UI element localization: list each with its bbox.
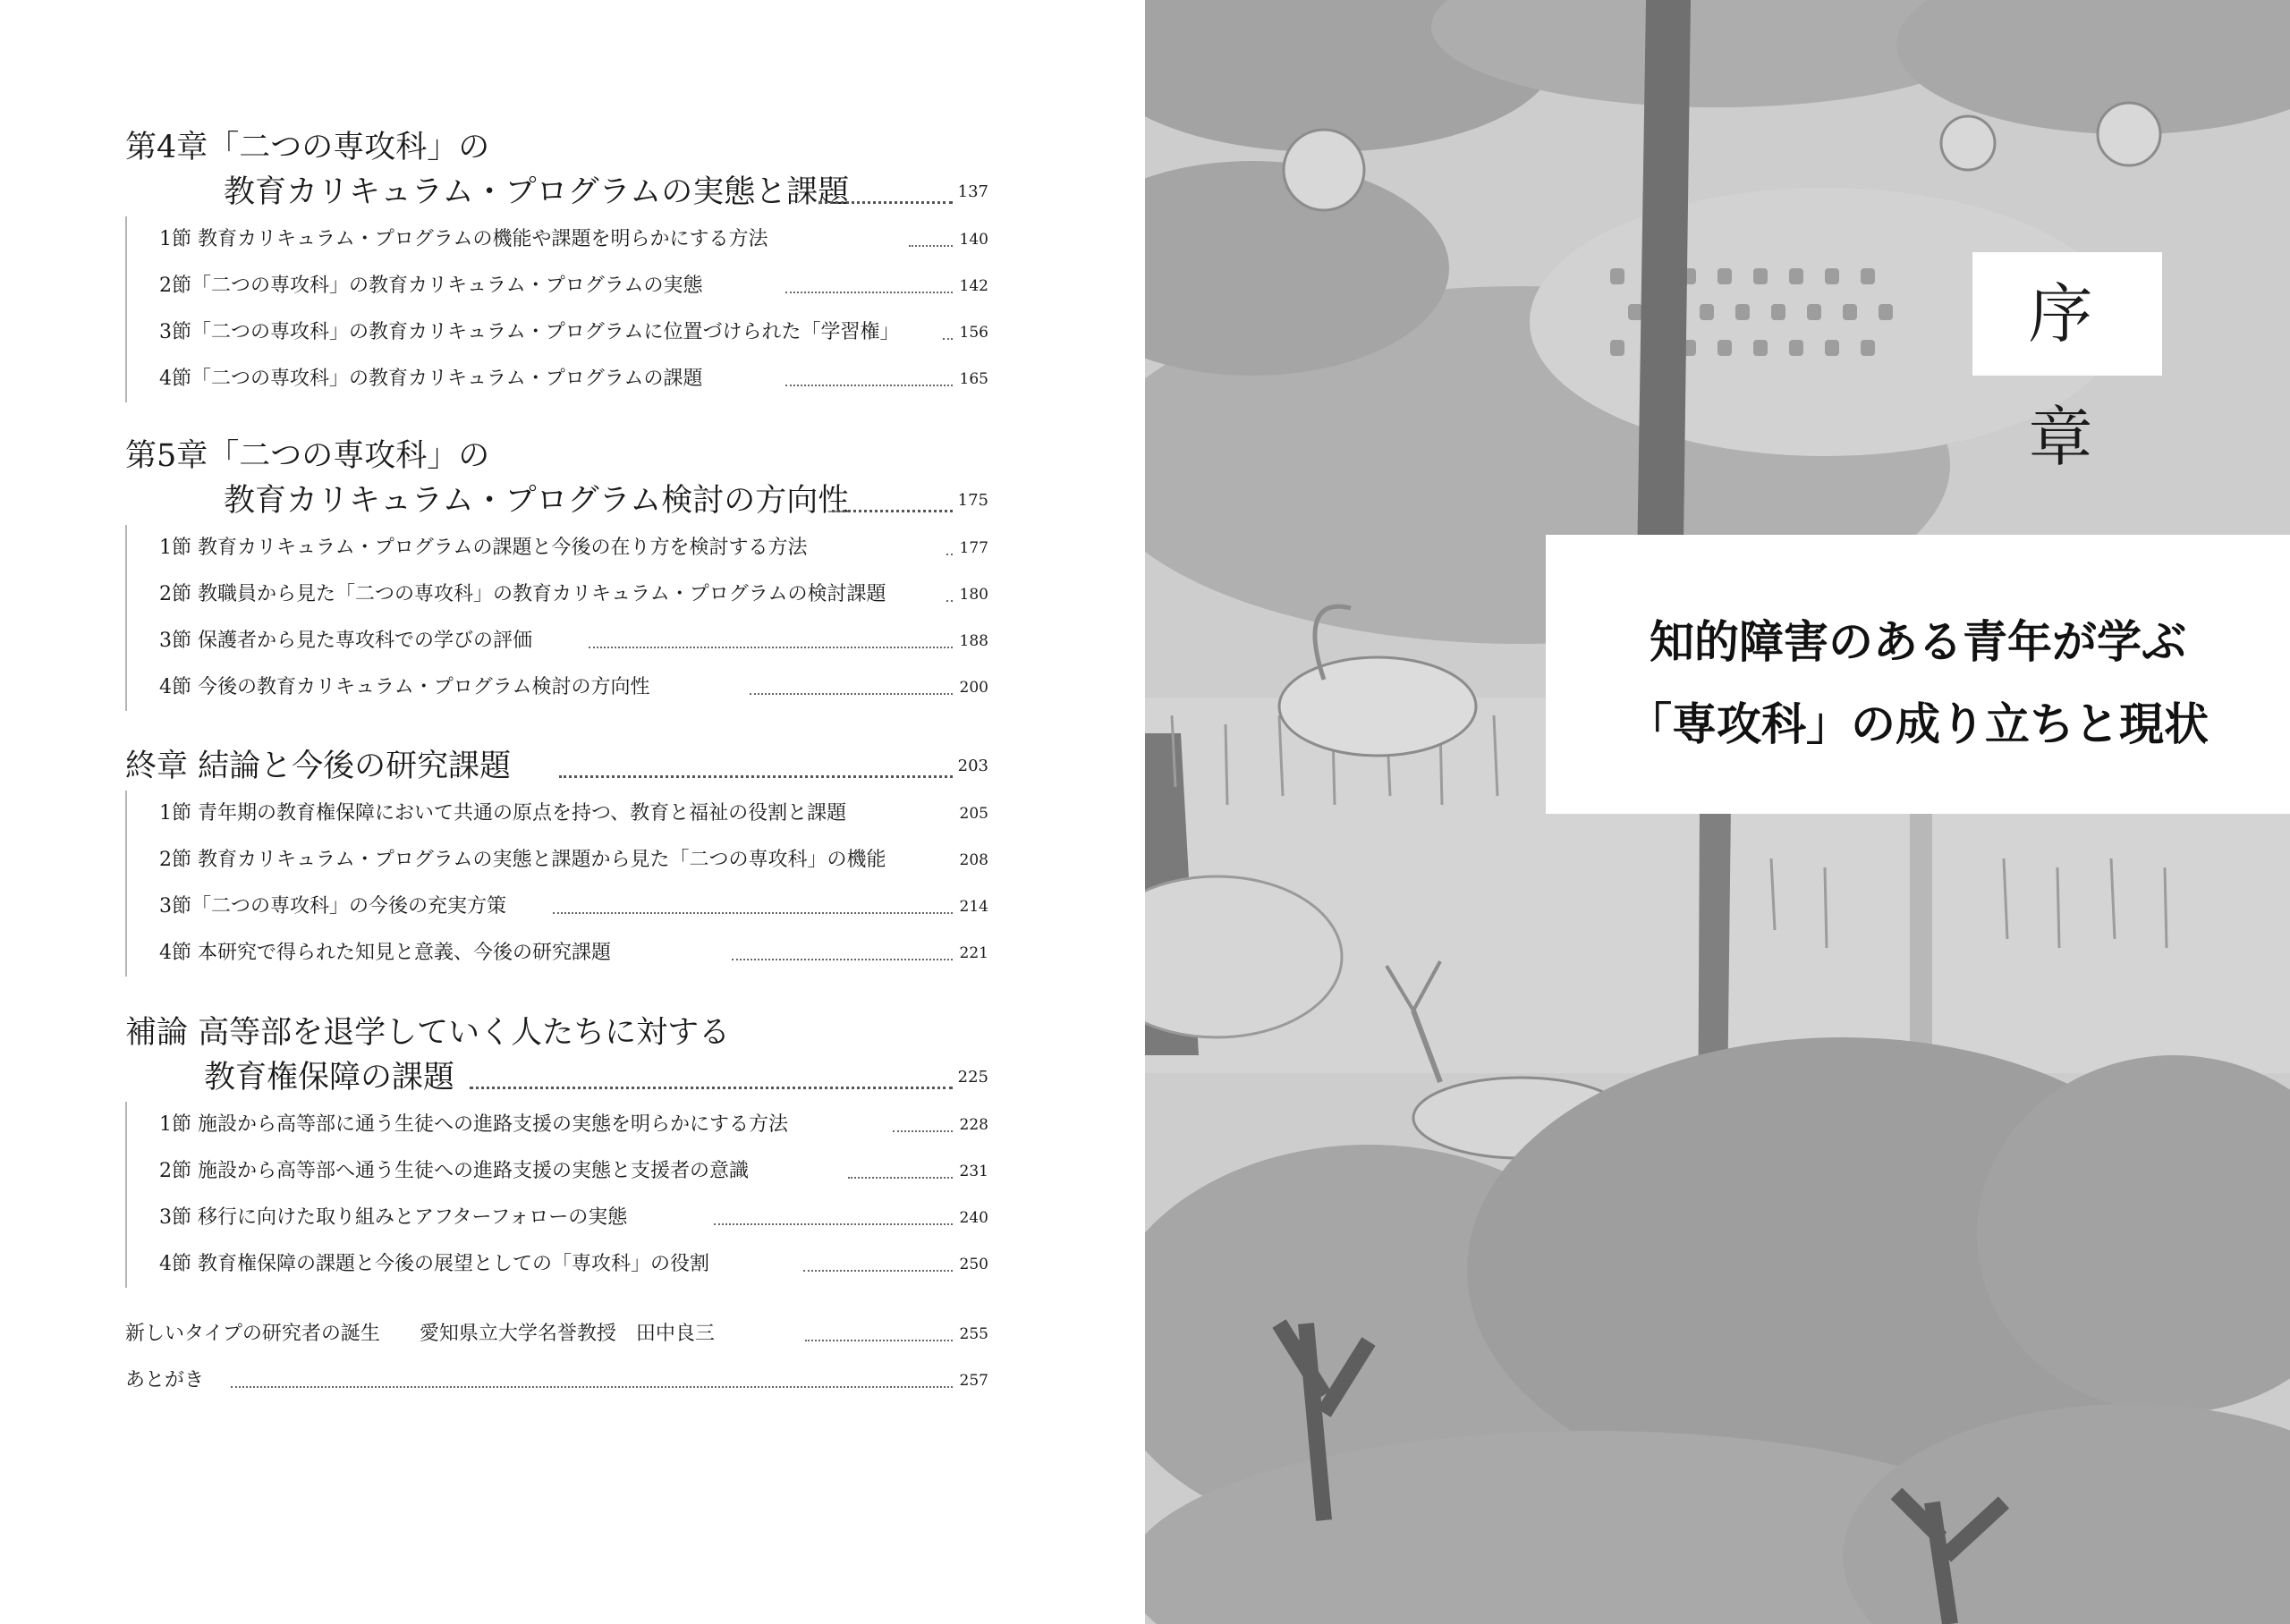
page-number: 208 (959, 851, 988, 869)
chapter-heading-text: 終章 結論と今後の研究課題 (125, 749, 512, 784)
page-number: 214 (959, 898, 988, 916)
chapter-label: 序章 (1972, 252, 2162, 376)
section-list (125, 525, 988, 711)
section-title: 1節 教育カリキュラム・プログラムの機能や課題を明らかにする方法 (159, 228, 768, 250)
leader-dots (559, 744, 953, 789)
chapter-heading-line2 (125, 1055, 988, 1100)
page-number: 180 (959, 586, 988, 604)
toc-section (159, 263, 988, 309)
page-number: 231 (959, 1163, 988, 1180)
page-number: 205 (959, 805, 988, 823)
page-number: 177 (959, 539, 988, 557)
toc-section (159, 618, 988, 664)
section-list (125, 791, 988, 977)
section-title: 4節「二つの専攻科」の教育カリキュラム・プログラムの課題 (159, 368, 703, 390)
leader-dots (231, 1358, 953, 1404)
toc-section (159, 1241, 988, 1288)
leader-dots (750, 664, 953, 711)
leader-dots (946, 571, 953, 618)
toc-section (159, 356, 988, 402)
section-title: 2節 教育カリキュラム・プログラムの実態と課題から見た「二つの専攻科」の機能 (159, 849, 886, 871)
page-number: 165 (959, 370, 988, 388)
leader-dots (785, 356, 953, 402)
section-title: 3節「二つの専攻科」の教育カリキュラム・プログラムに位置づけられた「学習権」 (159, 321, 900, 343)
section-title: 1節 施設から高等部に通う生徒への進路支援の実態を明らかにする方法 (159, 1113, 788, 1136)
leader-dots (946, 525, 953, 571)
leader-dots (553, 884, 953, 930)
leader-dots (785, 263, 953, 309)
section-title: 1節 青年期の教育権保障において共通の原点を持つ、教育と福祉の役割と課題 (159, 802, 847, 825)
page-number: 240 (959, 1209, 988, 1227)
section-title: 4節 本研究で得られた知見と意義、今後の研究課題 (159, 942, 611, 964)
toc-section (159, 791, 988, 837)
section-list (125, 1102, 988, 1288)
section-title: 4節 今後の教育カリキュラム・プログラム検討の方向性 (159, 676, 650, 698)
toc-section (159, 1195, 988, 1241)
page-number: 200 (959, 679, 988, 697)
toc-final-chapter (125, 744, 988, 977)
page-number: 250 (959, 1256, 988, 1273)
chapter-heading-text: 教育カリキュラム・プログラム検討の方向性 (224, 483, 850, 519)
chapter-heading-text: 教育権保障の課題 (204, 1060, 455, 1095)
page-number: 188 (959, 632, 988, 650)
leader-dots (848, 1148, 953, 1195)
section-title: 2節「二つの専攻科」の教育カリキュラム・プログラムの実態 (159, 275, 703, 297)
chapter-opener-page (1145, 0, 2290, 1624)
leader-dots (732, 930, 953, 977)
page-number: 255 (959, 1325, 988, 1343)
toc-section (159, 1102, 988, 1148)
leader-dots (805, 1311, 953, 1358)
page-number: 257 (959, 1372, 988, 1390)
leader-dots (470, 1055, 953, 1100)
page-number: 221 (959, 944, 988, 962)
leader-dots (714, 1195, 953, 1241)
leader-dots (909, 216, 953, 263)
toc-section (159, 884, 988, 930)
toc-section (159, 837, 988, 884)
section-title: 2節 教職員から見た「二つの専攻科」の教育カリキュラム・プログラムの検討課題 (159, 583, 886, 605)
section-list (125, 216, 988, 402)
toc-section (159, 309, 988, 356)
page-number: 228 (959, 1116, 988, 1134)
chapter-title-box (1546, 535, 2290, 814)
page-number: 225 (957, 1068, 988, 1087)
toc-section (159, 930, 988, 977)
toc-section (159, 1148, 988, 1195)
toc-entry-afterword (125, 1358, 988, 1404)
page-number: 156 (959, 324, 988, 342)
section-title: 3節 移行に向けた取り組みとアフターフォローの実態 (159, 1206, 628, 1229)
toc-section (159, 525, 988, 571)
section-title: 3節 保護者から見た専攻科での学びの評価 (159, 630, 532, 652)
section-title: 4節 教育権保障の課題と今後の展望としての「専攻科」の役割 (159, 1253, 709, 1275)
section-title: 2節 施設から高等部へ通う生徒への進路支援の実態と支援者の意識 (159, 1160, 749, 1182)
chapter-heading-line1: 補論 高等部を退学していく人たちに対する (125, 1015, 731, 1051)
page-number: 140 (959, 231, 988, 249)
leader-dots (589, 618, 953, 664)
section-title: 1節 教育カリキュラム・プログラムの課題と今後の在り方を検討する方法 (159, 537, 808, 559)
chapter-heading-line2 (125, 478, 988, 523)
chapter-title-line1: 知的障害のある青年が学ぶ (1650, 616, 2186, 668)
toc-section (159, 571, 988, 618)
chapter-heading-line1: 第4章「二つの専攻科」の (125, 130, 490, 165)
toc-supplement (125, 1011, 988, 1288)
chapter-title-line2: 「専攻科」の成り立ちと現状 (1627, 698, 2209, 750)
leader-dots (818, 170, 953, 215)
chapter-heading-line1: 第5章「二つの専攻科」の (125, 438, 490, 474)
toc-entry-afterword-guest (125, 1311, 988, 1358)
section-title: 3節「二つの専攻科」の今後の充実方策 (159, 895, 506, 918)
entry-title: あとがき (125, 1369, 205, 1391)
chapter-heading-line2 (125, 170, 988, 215)
page-number: 137 (957, 182, 988, 201)
leader-dots (803, 1241, 953, 1288)
entry-title: 新しいタイプの研究者の誕生 愛知県立大学名誉教授 田中良三 (125, 1323, 715, 1345)
chapter-heading-line2 (125, 744, 988, 789)
toc-section (159, 216, 988, 263)
leader-dots (832, 478, 953, 523)
page-number: 175 (957, 491, 988, 510)
page-number: 142 (959, 277, 988, 295)
toc-chapter-4 (125, 125, 988, 402)
leader-dots (943, 309, 953, 356)
page-number: 203 (957, 757, 988, 775)
toc-chapter-5 (125, 434, 988, 711)
chapter-heading-text: 教育カリキュラム・プログラムの実態と課題 (224, 174, 850, 210)
leader-dots (893, 1102, 953, 1148)
toc-section (159, 664, 988, 711)
